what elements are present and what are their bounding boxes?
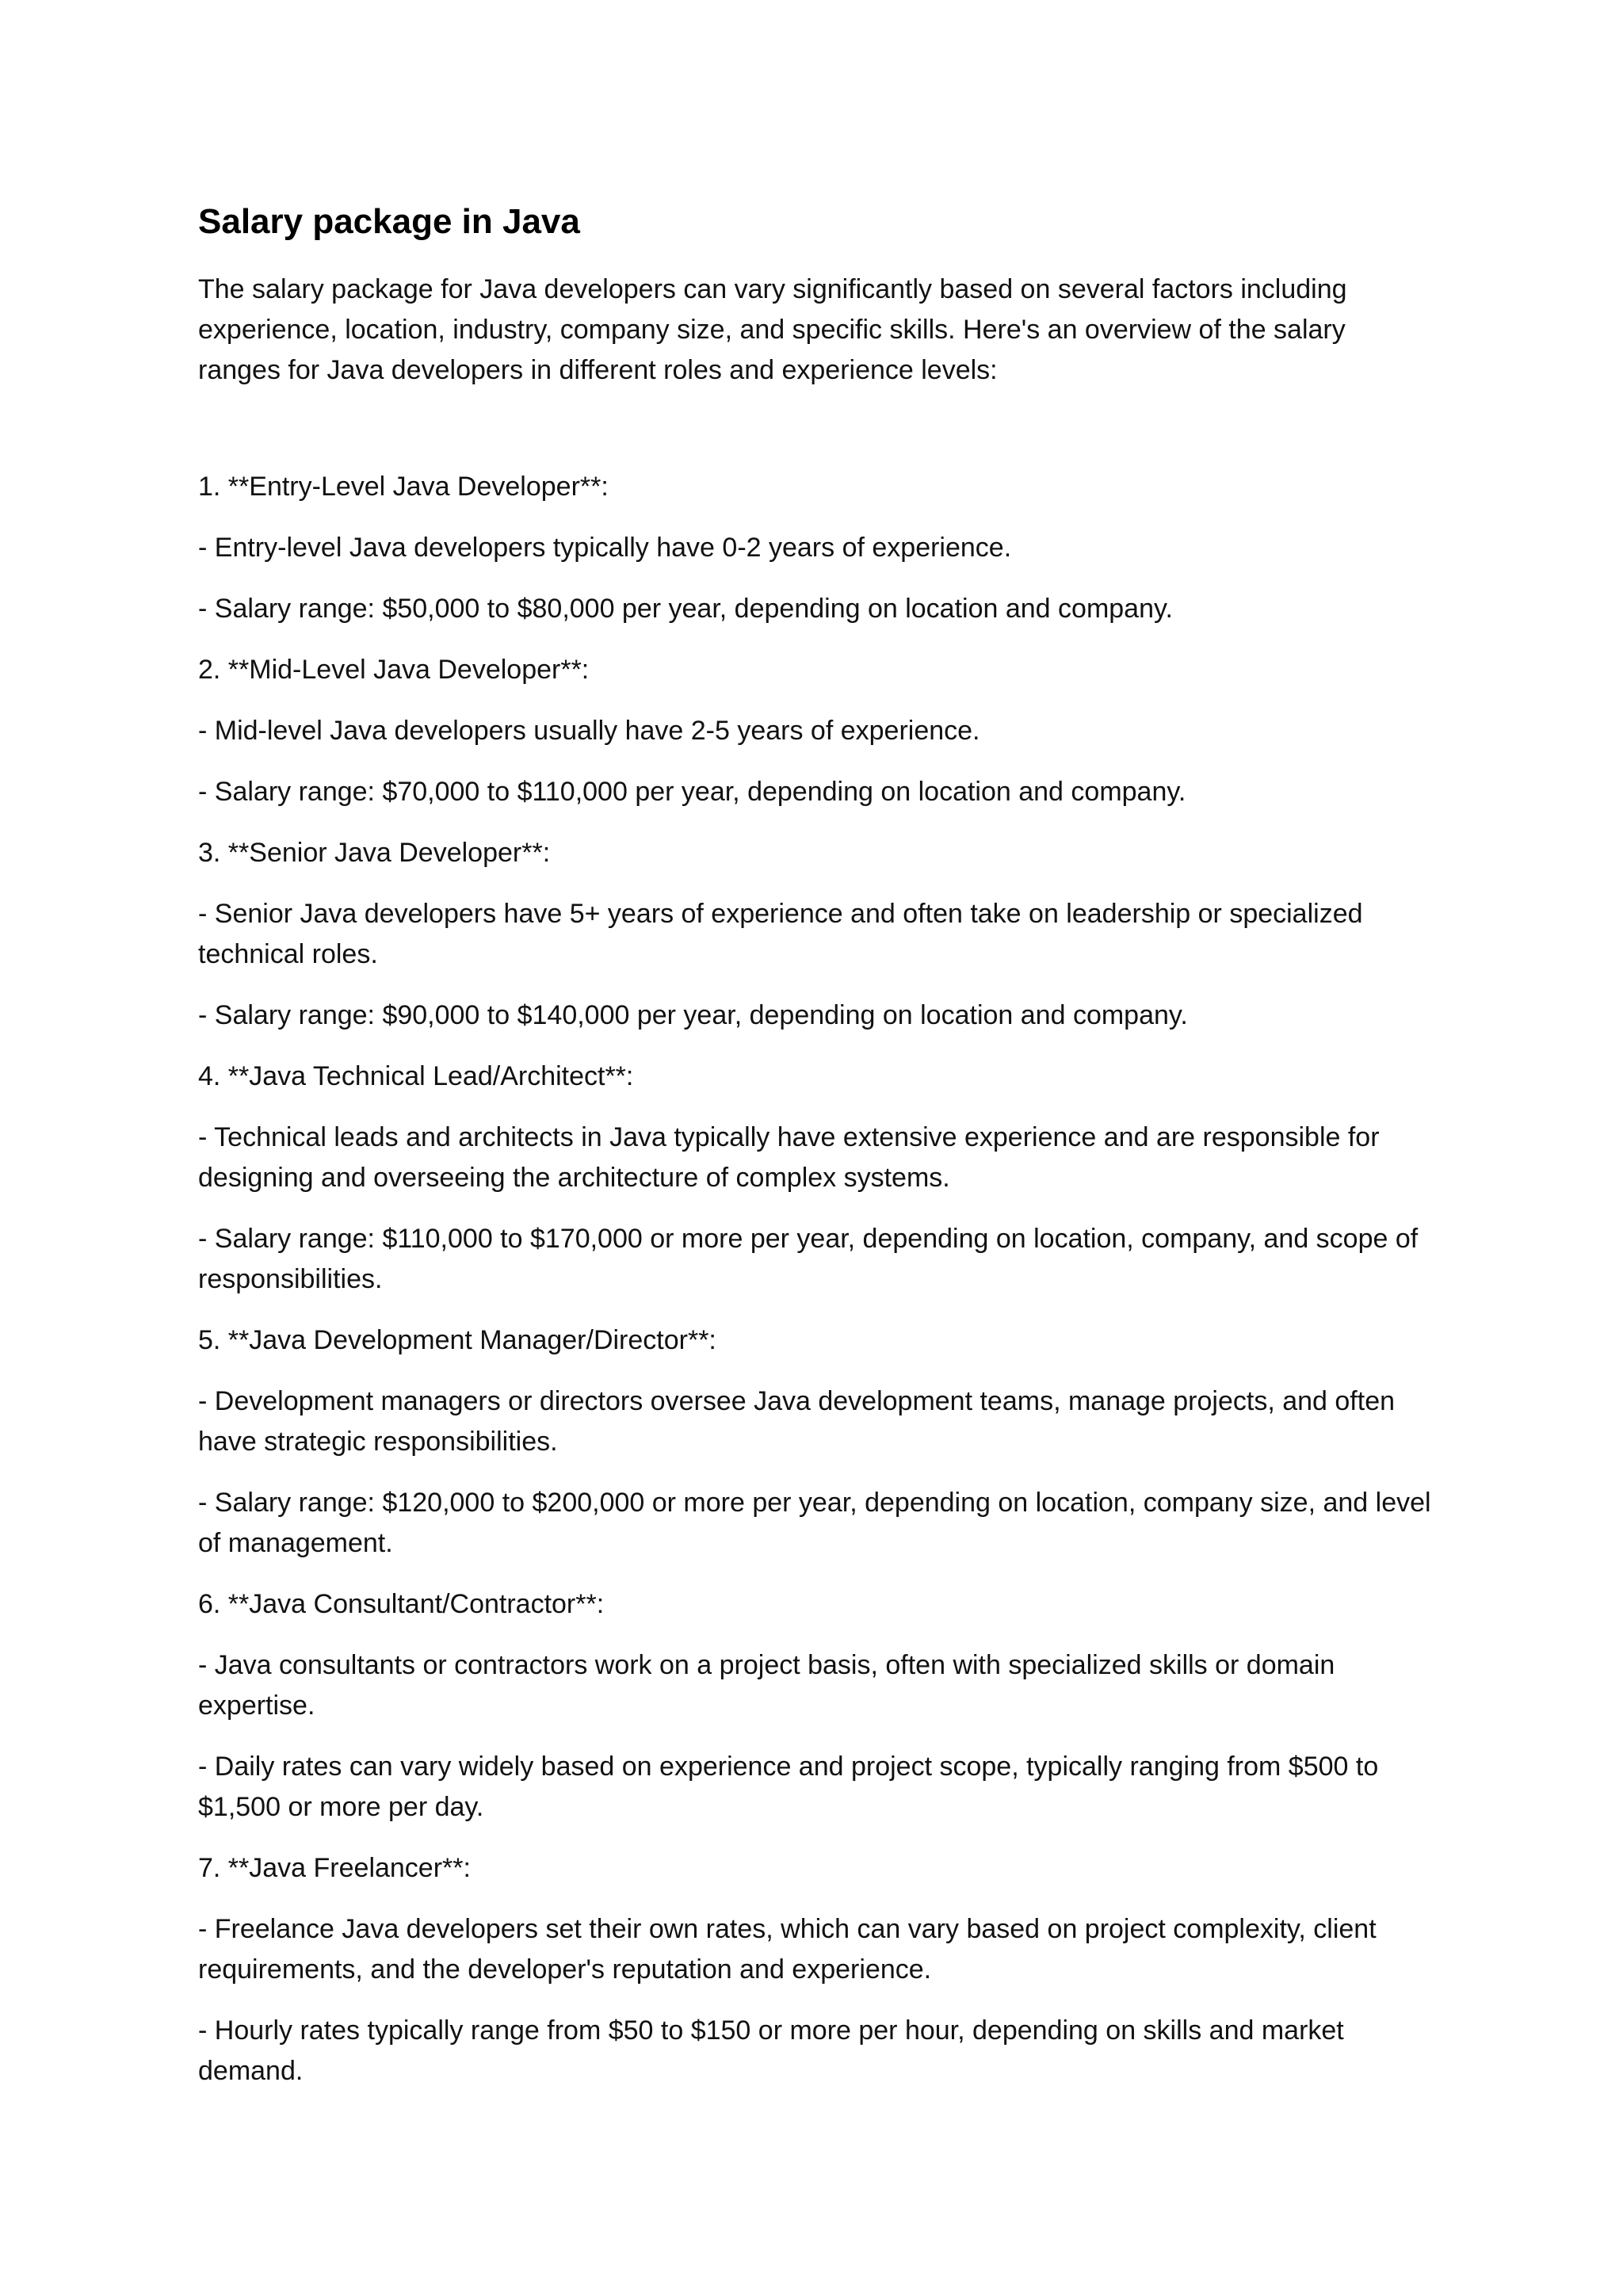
role-item [198,1056,1434,1300]
role-title: 5. **Java Development Manager/Director**: [198,1325,716,1355]
role-title: 4. **Java Technical Lead/Architect**: [198,1061,634,1091]
role-title: 6. **Java Consultant/Contractor**: [198,1589,605,1619]
role-item [198,650,1434,812]
role-title: 2. **Mid-Level Java Developer**: [198,655,590,685]
intro-paragraph: The salary package for Java developers can vary significantly based on several factors including experience, location, industry, company size, and specific skills. Here's an overview of the salary ranges for Java developers in different roles and experience levels: [198,274,1347,385]
role-item [198,833,1434,1036]
document-content [198,197,1434,2112]
role-detail: - Java consultants or contractors work on a project basis, often with specialized skills or domain expertise. [198,1650,1335,1721]
role-detail: - Senior Java developers have 5+ years of experience and often take on leadership or specialized technical roles. [198,899,1363,969]
role-detail: - Salary range: $120,000 to $200,000 or more per year, depending on location, company size, and level of management. [198,1488,1431,1558]
role-detail: - Daily rates can vary widely based on experience and project scope, typically ranging from $500 to $1,500 or more per day. [198,1752,1379,1822]
role-item [198,467,1434,629]
role-item [198,1848,1434,2092]
document-title: Salary package in Java [198,202,580,241]
role-detail: - Hourly rates typically range from $50 to $150 or more per hour, depending on skills and market demand. [198,2015,1344,2086]
role-title: 3. **Senior Java Developer**: [198,838,551,868]
role-detail: - Freelance Java developers set their own rates, which can vary based on project complexity, client requirements, and the developer's reputation and experience. [198,1914,1377,1985]
salary-roles-list [198,467,1434,2092]
role-detail: - Salary range: $90,000 to $140,000 per year, depending on location and company. [198,1000,1188,1030]
role-item [198,1584,1434,1828]
role-detail: - Salary range: $50,000 to $80,000 per year, depending on location and company. [198,594,1173,624]
role-detail: - Mid-level Java developers usually have 2-5 years of experience. [198,716,980,746]
role-detail: - Entry-level Java developers typically have 0-2 years of experience. [198,533,1012,563]
role-item [198,1320,1434,1564]
role-detail: - Technical leads and architects in Java typically have extensive experience and are responsible for designing and overseeing the architecture of complex systems. [198,1122,1380,1193]
role-detail: - Development managers or directors oversee Java development teams, manage projects, and often have strategic responsibilities. [198,1386,1396,1457]
role-detail: - Salary range: $70,000 to $110,000 per year, depending on location and company. [198,777,1186,807]
role-detail: - Salary range: $110,000 to $170,000 or more per year, depending on location, company, and scope of responsibilities. [198,1224,1419,1294]
role-title: 7. **Java Freelancer**: [198,1853,471,1883]
role-title: 1. **Entry-Level Java Developer**: [198,472,609,502]
